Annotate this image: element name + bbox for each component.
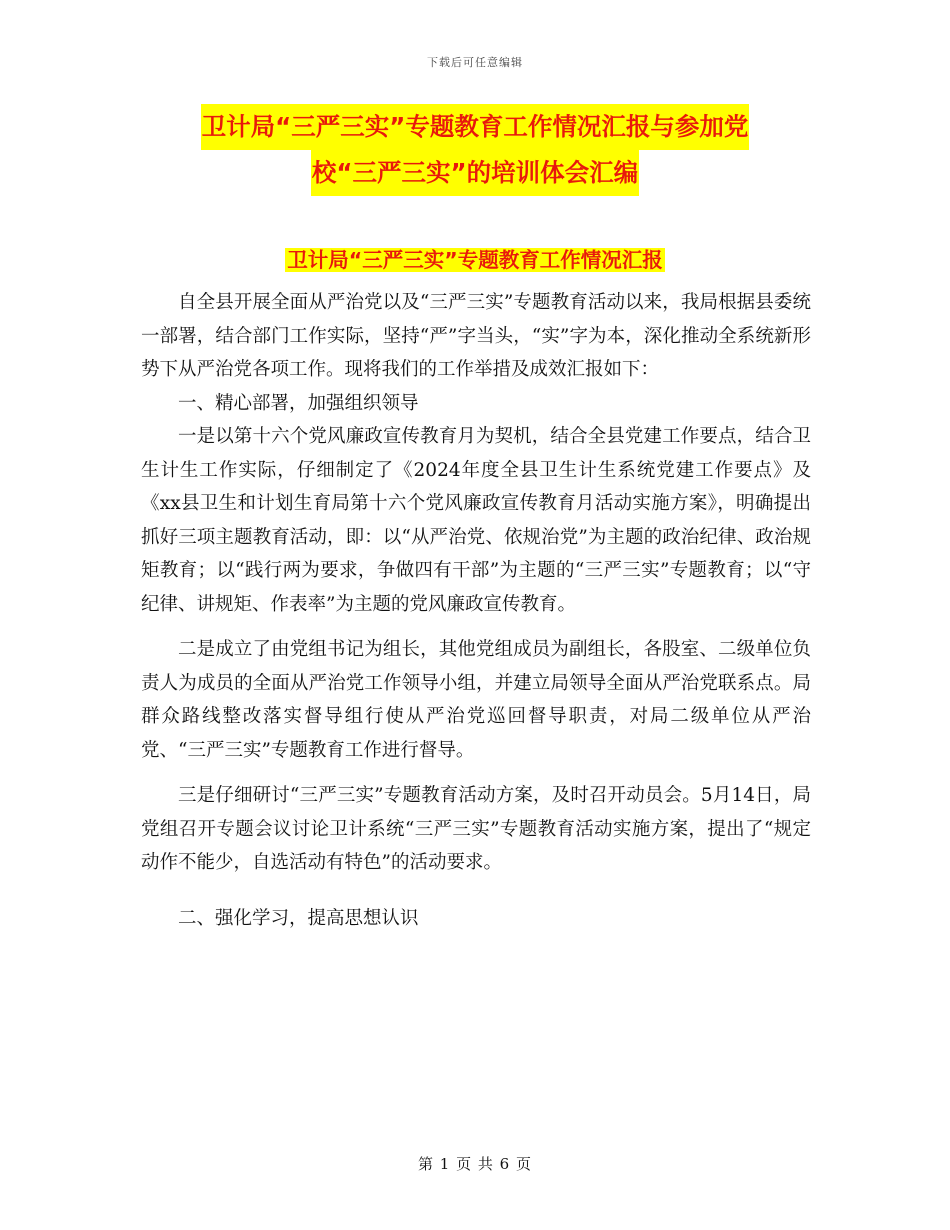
paragraph-intro: 自全县开展全面从严治党以及“三严三实”专题教育活动以来，我局根据县委统一部署，结合部门工作实际，坚持“严”字当头，“实”字为本，深化推动全系统新形势下从严治党各项工作。现将我们的工作举措及成效汇报如下： [141,292,811,380]
title-line-1: 卫计局“三严三实”专题教育工作情况汇报与参加党 [201,104,750,150]
document-title [0,104,950,196]
page-header: 下载后可任意编辑 [427,56,523,69]
document-body [141,286,811,935]
paragraph-point-3: 三是仔细研讨“三严三实”专题教育活动方案，及时召开动员会。5月14日，局党组召开专题会议讨论卫计系统“三严三实”专题教育活动实施方案，提出了“规定动作不能少，自选活动有特色”的活动要求。 [141,785,811,873]
section-title [0,240,950,280]
heading-part-2: 二、强化学习，提高思想认识 [178,907,419,929]
page-footer: 第 1 页 共 6 页 [418,1155,532,1173]
section-title-text: 卫计局“三严三实”专题教育工作情况汇报 [287,248,663,272]
paragraph-point-1: 一是以第十六个党风廉政宣传教育月为契机，结合全县党建工作要点，结合卫生计生工作实际，仔细制定了《2024年度全县卫生计生系统党建工作要点》及《xx县卫生和计划生育局第十六个党风廉政宣传教育月活动实施方案》，明确提出抓好三项主题教育活动，即：以“从严治党、依规治党”为主题的政治纪律、政治规矩教育；以“践行两为要求，争做四有干部”为主题的“三严三实”专题教育；以“守纪律、讲规矩、作表率”为主题的党风廉政宣传教育。 [141,426,811,615]
title-line-2: 校“三严三实”的培训体会汇编 [311,150,639,196]
paragraph-point-2: 二是成立了由党组书记为组长，其他党组成员为副组长，各股室、二级单位负责人为成员的全面从严治党工作领导小组，并建立局领导全面从严治党联系点。局群众路线整改落实督导组行使从严治党巡回督导职责，对局二级单位从严治党、“三严三实”专题教育工作进行督导。 [141,639,811,761]
heading-part-1: 一、精心部署，加强组织领导 [178,392,419,414]
